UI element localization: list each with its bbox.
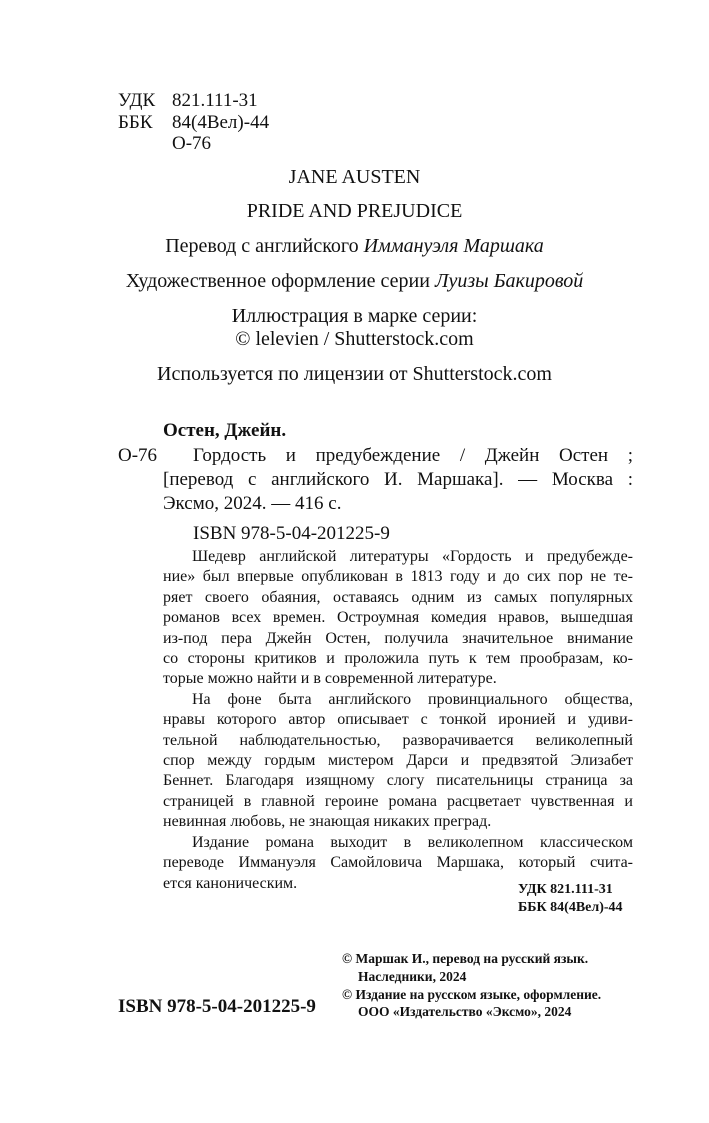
annotation-line: Издание романа выходит в великолепном классическом (192, 833, 633, 851)
annotation-line: спор между гордым мистером Дарси и предвзятой Элизабет (163, 752, 633, 770)
annotation-line: страницей в главной героине романа расцветает чувственная и (163, 792, 633, 810)
annotation-line: Беннет. Благодаря изящному слогу писательницы страница за (163, 772, 633, 790)
bibliographic-line: Гордость и предубеждение / Джейн Остен ; (193, 445, 633, 466)
annotation (163, 547, 633, 894)
annotation-line: нравы которого автор описывает с тонкой иронией и удиви- (163, 711, 633, 729)
translator-name: Иммануэля Маршака (363, 235, 544, 257)
annotation-line: тельной наблюдательностью, разворачивается великолепный (163, 731, 633, 749)
annotation-line: ется каноническим. (163, 874, 298, 892)
copyright-line: © Маршак И., перевод на русский язык. (342, 951, 589, 966)
design-credit (0, 269, 709, 293)
annotation-line: торые можно найти и в современной литературе. (163, 670, 497, 688)
bibliographic-isbn: ISBN 978-5-04-201225-9 (193, 523, 390, 544)
copyright-line: Наследники, 2024 (358, 968, 467, 984)
annotation-line: ряет своего обаяния, оставаясь одним из самых популярных (163, 588, 633, 606)
bibliographic-line: Эксмо, 2024. — 416 с. (163, 493, 342, 514)
udk-value: 821.111-31 (172, 90, 258, 111)
footer-bbk: ББК 84(4Вел)-44 (518, 900, 623, 915)
illustration-credit-line1: Иллюстрация в марке серии: (231, 305, 478, 327)
author-mark: О-76 (172, 133, 212, 154)
illustration-credit-line2: © lelevien / Shutterstock.com (235, 328, 474, 350)
annotation-line: невинная любовь, не знающая никаких преград. (163, 813, 492, 831)
bbk-value: 84(4Вел)-44 (172, 112, 270, 133)
bibliographic-line: [перевод с английского И. Маршака]. — Москва : (163, 469, 633, 490)
annotation-line: со стороны критиков и проложила путь к тем прообразам, ко- (163, 650, 633, 668)
copyright-line: ООО «Издательство «Эксмо», 2024 (358, 1004, 572, 1020)
annotation-line: Шедевр английской литературы «Гордость и предубежде- (192, 548, 633, 565)
footer-udk: УДК 821.111-31 (518, 882, 613, 897)
original-title: PRIDE AND PREJUDICE (246, 200, 463, 222)
copyright-block (342, 950, 642, 1021)
annotation-line: На фоне быта английского провинциального общества, (192, 690, 633, 708)
designer-name: Луизы Бакировой (434, 270, 584, 292)
design-prefix: Художественное оформление серии (125, 270, 435, 292)
udk-label: УДК (118, 90, 156, 111)
bbk-label: ББК (118, 112, 153, 133)
translation-prefix: Перевод с английского (165, 235, 364, 257)
bibliographic-mark: О-76 (118, 445, 158, 466)
bibliographic-author-heading: Остен, Джейн. (163, 420, 287, 441)
license-note: Используется по лицензии от Shutterstock.com (157, 363, 552, 385)
copyright-line: © Издание на русском языке, оформление. (342, 986, 602, 1002)
annotation-line: из-под пера Джейн Остен, получила значительное внимание (163, 629, 633, 647)
footer-isbn: ISBN 978-5-04-201225-9 (118, 996, 316, 1017)
annotation-line: ние» был впервые опубликован в 1813 году и до сих пор не те- (163, 568, 633, 586)
annotation-line: романов всех времен. Остроумная комедия нравов, вышедшая (163, 609, 633, 627)
translation-credit (0, 234, 709, 258)
original-author: JANE AUSTEN (288, 166, 421, 188)
annotation-line: переводе Иммануэля Самойловича Маршака, который счита- (163, 854, 633, 872)
